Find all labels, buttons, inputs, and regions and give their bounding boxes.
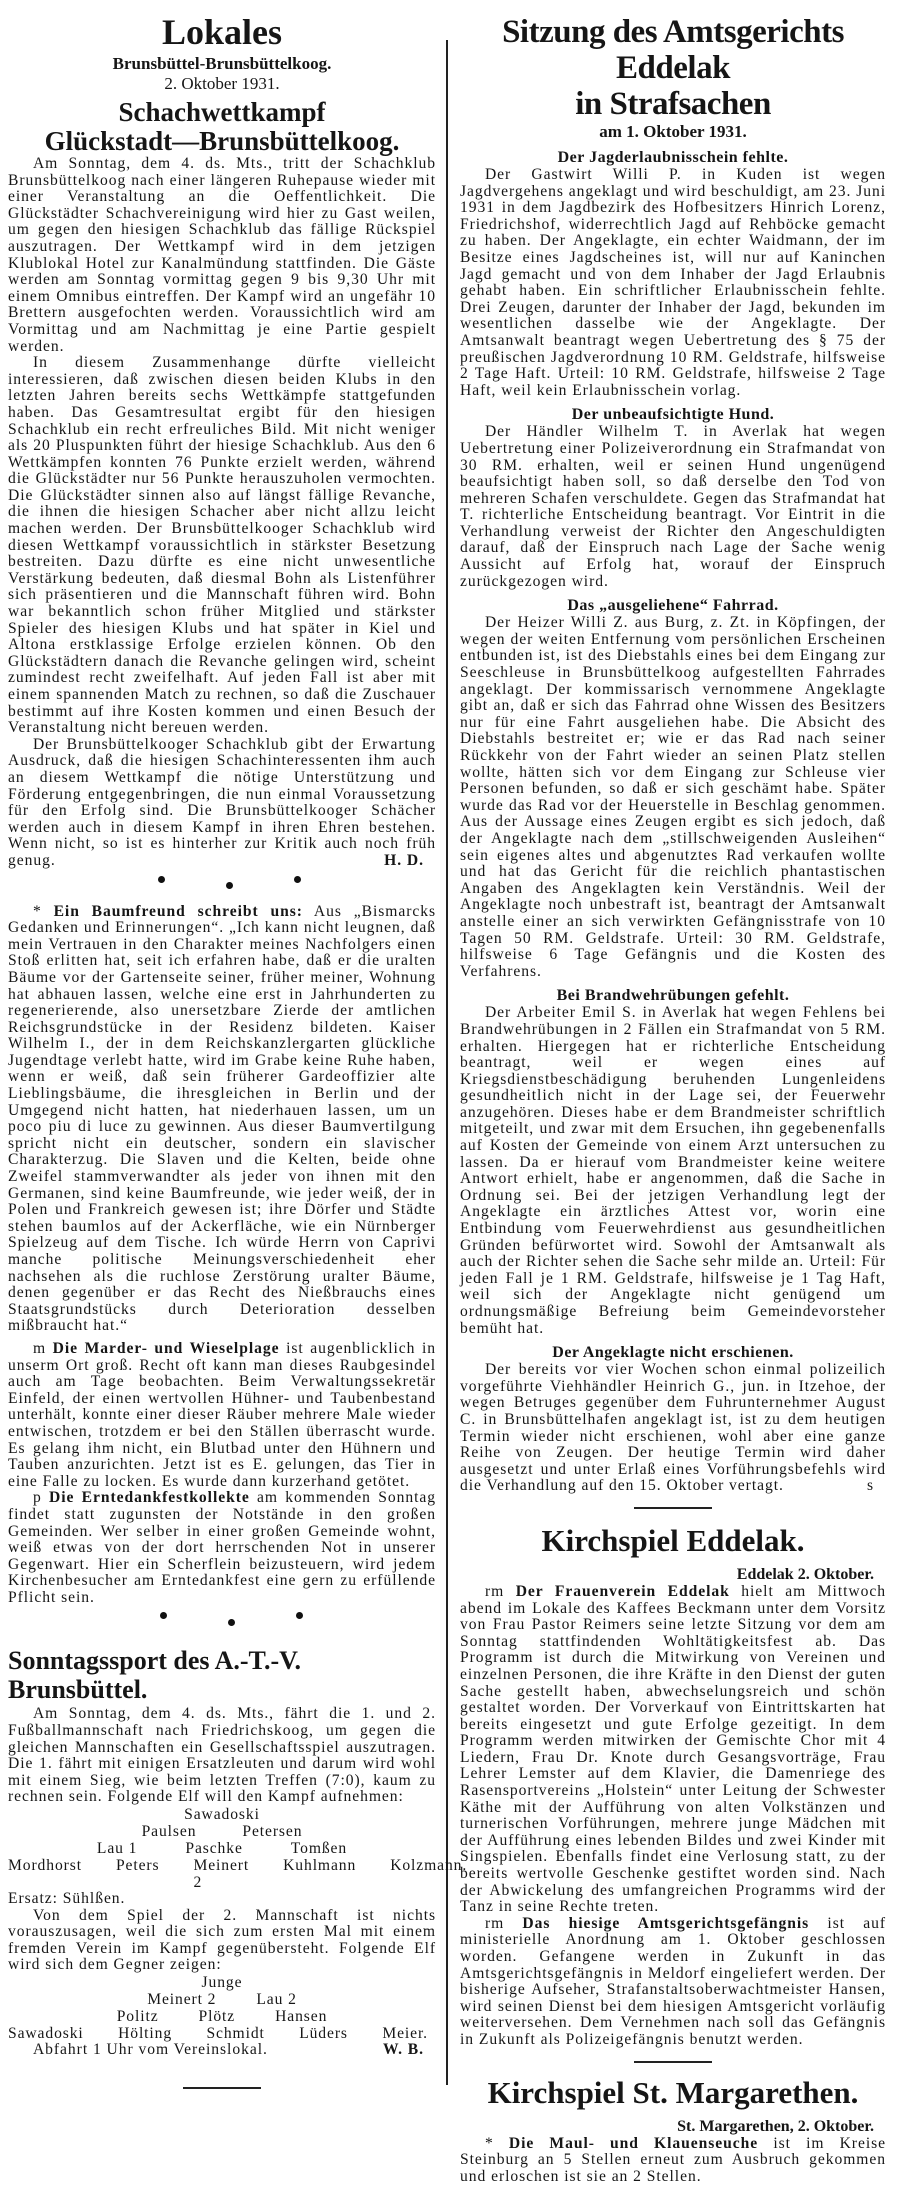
- case-heading: Der Angeklagte nicht erschienen.: [552, 1344, 794, 1362]
- item-text: hielt am Mittwoch abend im Lokale des Kaffees Beckmann unter dem Vorsitz von Frau Pastor Reimers seine letzte Sitzung vor dem am Sonntag stattfindenden Wohltätigkeitsfest ab. Das Programm ist durch die Mitwirkung von Vereinen und einzelnen Personen, die ihre Kräfte in den Dienst der guten Sache gestellt haben, abwechselungsreich und schön gestaltet worden. Der Vorverkauf von Eintrittskarten hat bereits eingesetzt und gute Erfolge gezeitigt. In dem Programm werden mitwirken der Gemischte Chor mit 4 Liedern, Frau Dr. Knote durch Gesangsvorträge, Frau Lehrer Lemster auf dem Klavier, die Damenriege des Rasensportvereins „Holstein“ unter Leitung der Schwester Käthe mit der Aufführung von alten Volkstänzen und turnerischen Vorführungen, mehrere junge Mädchen mit der Aufführung eines lebenden Bildes und zwei Kinder mit Singspielen. Ebenfalls findet eine Verlosung statt, zu der bereits wertvolle Geschenke gestiftet worden sind. Nach der Abwickelung des umfangreichen Programms wird der Tanz in seine Rechte treten.: [460, 1582, 886, 1916]
- player: Kuhlmann: [283, 1857, 357, 1875]
- player: Meinert 2: [193, 1857, 250, 1892]
- player: Sawadoski: [184, 1806, 260, 1824]
- dateline: St. Margarethen, 2. Oktober.: [677, 2117, 874, 2135]
- article-title: Glückstadt—Brunsbüttelkoog.: [44, 126, 400, 156]
- case-heading: Der Jagderlaubnisschein fehlte.: [557, 149, 789, 166]
- item-marker: *: [32, 902, 42, 920]
- substitute-line: Ersatz: Sühlßen.: [8, 1890, 126, 1908]
- author-mark: rm: [484, 1914, 505, 1932]
- player: Hansen: [275, 2008, 328, 2025]
- section-rule: [634, 1507, 712, 1509]
- case-text-body: Der bereits vor vier Wochen schon einmal polizeilich vorgeführte Viehhändler Heinrich G., jun. in Itzehoe, der wegen Betruges gegenüber dem Fuhrunternehmer August C. in Brunsbüttelhafen angeklagt ist, ist zu dem heutigen Termin wieder nicht erschienen, wohl aber eine ganze Reihe von Zeugen. Der heutige Termin wird daher ausgesetzt und unter Erlaß eines Vorführungsbefehls wird die Verhandlung auf den 15. Oktober vertagt.: [460, 1361, 886, 1495]
- news-item: [460, 2136, 886, 2185]
- article-title: Schachwettkampf: [118, 97, 326, 127]
- place-line: Brunsbüttel-Brunsbüttelkoog.: [112, 54, 332, 73]
- departure-text: Abfahrt 1 Uhr vom Vereinslokal.: [32, 2041, 268, 2058]
- player: Lüders: [299, 2025, 348, 2042]
- item-lead: Das hiesige Amtsgerichtsgefängnis: [522, 1914, 810, 1932]
- player: Meier.: [382, 2025, 428, 2042]
- item-text: ist im Kreise Steinburg an 5 Stellen erneut zum Ausbruch gekommen und erloschen ist sie an 2 Stellen.: [460, 2134, 886, 2185]
- paragraph-text: Der Brunsbüttelkooger Schachklub gibt der Erwartung Ausdruck, daß die hiesigen Schachinteressenten ihm auch an diesem Wettkampf die nötige Unterstützung und Förderung entgegenbringen, die nun einmal Voraussetzung für den Erfolg sind. Die Brunsbüttelkooger Schächer werden auch in diesem Kampf in ihren Ehren bestehen. Wenn nicht, so ist es hinterher zur Kritik auch noch früh genug.: [8, 735, 436, 869]
- item-lead: Der Frauenverein Eddelak: [515, 1582, 730, 1600]
- item-marker: *: [484, 2134, 494, 2152]
- author-mark: p: [32, 1489, 42, 1507]
- news-item: [460, 1916, 886, 2049]
- player: Lau 1: [96, 1840, 138, 1858]
- case-text: [460, 1362, 886, 1495]
- author-mark: m: [32, 1339, 47, 1357]
- paragraph: Am Sonntag, dem 4. ds. Mts., fährt die 1. und 2. Fußballmannschaft nach Friedrichskoog, um gegen die gleichen Mannschaften ein Gesellschaftsspiel auszutragen. Die 1. fährt mit einigen Ersatzleuten und darum wird wohl mit einem Sieg, wie beim letzten Treffen (7:0), kaum zu rechnen sein. Folgende Elf will den Kampf aufnehmen:: [8, 1705, 436, 1806]
- separator-dots: [8, 1606, 436, 1640]
- dateline: Eddelak 2. Oktober.: [736, 1565, 874, 1583]
- player: Peters: [115, 1857, 160, 1875]
- author-signature: W. B.: [382, 2041, 424, 2058]
- separator-dots: [8, 870, 436, 904]
- article-court: [460, 14, 886, 1495]
- article-ernte: [8, 1490, 436, 1606]
- player: Tomßen: [290, 1840, 348, 1858]
- section-eddelak: [460, 1523, 886, 2049]
- player: Politz: [116, 2008, 159, 2025]
- item-text: am kommenden Sonntag findet statt zugunsten der Notstände in den großen Gemeinden. Wer selber in einer großen Gemeinde wohnt, weiß etwas von der dort herrschenden Not in unserer Gegenwart. Hier ein Scherflein beizusteuern, wird jedem Kirchenbesucher am Erntedankfest eine gern zu erfüllende Pflicht sein.: [8, 1489, 436, 1606]
- player: Lau 2: [256, 1991, 297, 2008]
- player: Plötz: [198, 2008, 236, 2025]
- case-text: Der Heizer Willi Z. aus Burg, z. Zt. in Köpfingen, der wegen der weiten Entfernung vom persönlichen Erscheinen entbunden ist, ist des Diebstahls eines bei dem Eingang zur Seeschleuse in Brunsbüttelkoog aufgestellten Fahrrades angeklagt. Der kommissarisch vernommene Angeklagte gibt an, daß er sich das Fahrrad ohne Wissen des Besitzers nur für eine Fahrt ausgeliehen habe. Die Absicht des Diebstahls bestreitet er; wie er das Rad nach seiner Rückkehr von der Fahrt wieder an seinen Platz stellen wollte, hätten sich vor dem Eingang zur Schleuse vier Personen befunden, so daß er sich geschämt habe. Später wurde das Rad vor der Heuerstelle in Beschlag genommen. Aus der Aussage eines Zeugen ergibt es sich jedoch, daß der Angeklagte nach dem „stillschweigenden Ausleihen“ sein eigenes altes und abgenutztes Rad verkaufen wollte und hat das Gericht für die reichlich phantastischen Angaben des Angeklagten kein Verständnis. Weil der Angeklagte noch unbestraft ist, beantragt der Amtsanwalt anstelle einer an sich verwirkten Gefängnisstrafe von 10 Tagen 50 RM. Geldstrafe. Urteil: 30 RM. Geldstrafe, hilfsweise 6 Tage Gefängnis und die Kosten des Verfahrens.: [460, 614, 886, 980]
- paragraph: Am Sonntag, dem 4. ds. Mts., tritt der Schachklub Brunsbüttelkoog nach einer längeren Ruhepause wieder mit einer Veranstaltung an die Oeffentlichkeit. Die Glückstädter Schachvereinigung wird hier zu Gast weilen, um gegen den hiesigen Schachklub das fällige Rückspiel auszutragen. Der Wettkampf wird in dem jetzigen Klublokal Hotel zur Kanalmündung stattfinden. Die Gäste werden am Sonntag vormittag gegen 9 bis 9,30 Uhr mit einem Omnibus eintreffen. Der Kampf wird an ungefähr 10 Brettern ausgefochten werden. Voraussichtlich wird am Vormittag und am Nachmittag je eine Partie gespielt werden.: [8, 155, 436, 355]
- player: Mordhorst: [8, 1857, 82, 1875]
- player: Hölting: [118, 2025, 173, 2042]
- team-lineup-1: [8, 1806, 468, 1892]
- player: Petersen: [242, 1823, 303, 1841]
- paragraph: Von dem Spiel der 2. Mannschaft ist nichts vorauszusagen, weil die sich zum ersten Mal mit einem fremden Verein im Kampf gegenübersteht. Folgende Elf wird sich dem Gegner zeigen:: [8, 1906, 436, 1974]
- item-lead: Ein Baumfreund schreibt uns:: [53, 902, 303, 920]
- news-item: [460, 1584, 886, 1916]
- end-rule: [183, 2087, 261, 2089]
- paragraph: In diesem Zusammenhange dürfte vielleicht interessieren, daß zwischen diesen beiden Klubs in den letzten Jahren bereits sechs Wettkämpfe stattgefunden haben. Das Gesamtresultat ergibt für den hiesigen Schachklub ein recht erfreuliches Bild. Mit nicht weniger als 20 Pluspunkten führt der hiesige Schachklub. Aus den 6 Wettkämpfen konnten 76 Punkte erzielt werden, während die Glückstädter nur 56 Punkte herauszuholen vermochten. Die Glückstädter sinnen also auf längst fällige Revanche, die ihnen die hiesigen Schacher aber nicht allzu leicht machen werden. Der Brunsbüttelkooger Schachklub wird diesen Wettkampf voraussichtlich in stärkster Besetzung bestreiten. Dazu dürfte es eine nicht unwesentliche Verstärkung bedeuten, daß diesmal Bohn als Listenführer sich präsentieren und die Mannschaft führen wird. Bohn war bekanntlich schon früher Mitglied und stärkster Spieler des hiesigen Klubs und hat später in Kiel und Altona erstklassige Erfolge erzielen können. Ob den Glückstädtern danach die Revanche gelingen wird, scheint zumindest recht zweifelhaft. Auf jeden Fall ist aber mit einem spannenden Match zu rechnen, so daß die Zuschauer bestimmt auf ihre Kosten kommen und einen Besuch der Veranstaltung nicht bereuen werden.: [8, 354, 436, 737]
- item-lead: Die Maul- und Klauenseuche: [508, 2134, 759, 2152]
- item-lead: Die Erntedankfestkollekte: [49, 1489, 250, 1507]
- case-text: Der Gastwirt Willi P. in Kuden ist wegen Jagdvergehens angeklagt und wird beschuldigt, am 23. Juni 1931 in dem Jagdbezirk des Hofbesitzers Hinrich Lorenz, Friedrichshof, widerrechtlich Jagd auf Rehböcke gemacht zu haben. Der Angeklagte, ein echter Waidmann, der im Besitze eines Jagdscheines ist, will nur auf Kaninchen Jagd gemacht und von dem Inhaber der Jagd Erlaubnis gehabt haben. Ein schriftlicher Erlaubnisschein fehlte. Drei Zeugen, darunter der Inhaber der Jagd, bekunden im wesentlichen dasselbe wie der Angeklagte. Der Amtsanwalt beantragt wegen Uebertretung des § 75 der preußischen Jagdverordnung 10 RM. Geldstrafe, hilfsweise 2 Tage Haft. Urteil: 10 RM. Geldstrafe, hilfsweise 2 Tage Haft, weil kein Erlaubnisschein vorlag.: [460, 166, 886, 399]
- section-title: Kirchspiel St. Margarethen.: [487, 2074, 859, 2110]
- section-margarethen: [460, 2075, 886, 2185]
- date-line: 2. Oktober 1931.: [164, 74, 280, 93]
- departure-line: [8, 2042, 436, 2059]
- author-signature: H. D.: [384, 851, 424, 869]
- article-marder: [8, 1341, 436, 1490]
- case-heading: Der unbeaufsichtigte Hund.: [571, 406, 775, 424]
- article-title: Sonntagssport des A.-T.-V. Brunsbüttel.: [8, 1646, 302, 1705]
- item-text: ist auf ministerielle Anordnung am 1. Oktober geschlossen worden. Gefangene werden in Zukunft in das Amtsgerichtsgefängnis in Meldorf eingeliefert werden. Der bisherige Aufseher, Strafanstaltsoberwachtmeister Hansen, wird seinen Dienst bei dem hiesigen Amtsgericht vorläufig weiterversehen. Dem Vernehmen nach soll das Gefängnis in Zukunft als Polizeigefängnis benutzt werden.: [460, 1914, 886, 2048]
- left-column: [8, 8, 468, 2101]
- right-column: [460, 8, 886, 2185]
- article-title: Sitzung des Amtsgerichts Eddelak: [502, 14, 844, 86]
- article-baumfreund: [8, 904, 436, 1335]
- case-text: Der Händler Wilhelm T. in Averlak hat wegen Uebertretung einer Polizeiverordnung ein Strafmandat von 30 RM. erhalten, weil er seinen Hund ungenügend beaufsichtigt haben soll, so daß derselbe den Tod von mehreren Schafen verschuldete. Gegen das Strafmandat hat T. richterliche Entscheidung beantragt. Vor Eintrit in die Verhandlung verweist der Richter den Angeschuldigten darauf, daß der Einspruch nach Lage der Sache wenig Aussicht auf Erfolg hat, worauf der Einspruch zurückgezogen wird.: [460, 423, 886, 590]
- item-text: Aus „Bismarcks Gedanken und Erinnerungen“. „Ich kann nicht leugnen, daß mein Vertrauen in den Charakter meines Nachfolgers einen Stoß erlitten hat, seit ich erfahren habe, daß er die uralten Bäume vor der Gartenseite seiner, früher meiner, Wohnung hat abhauen lassen, welche eine erst in Jahrhunderten zu regenerierende, also unersetzbare Zierde der amtlichen Reichsgrundstücke in der Residenz bildeten. Kaiser Wilhelm I., der in dem Reichskanzlergarten glückliche Jugendtage verlebt hatte, wird im Grabe keine Ruhe haben, wenn er weiß, daß sein früherer Gardeoffizier alte Lieblingsbäume, die ihresgleichen in Berlin und der Umgegend nicht hatten, hat niederhauen lassen, um un poco piu di luce zu gewinnen. Aus dieser Baumvertilgung spricht nicht ein deutscher, sondern ein slavischer Charakterzug. Die Slaven und die Kelten, beide ohne Zweifel stammverwandter als jeder von ihnen mit den Germanen, sind keine Baumfreunde, wie jeder weiß, der in Polen und Frankreich gewesen ist; ihre Dörfer und Städte stehen baumlos auf der Ackerfläche, wie ein Nürnberger Spielzeug auf dem Tische. Ich würde Herrn von Caprivi manche politische Meinungsverschiedenheit eher nachsehen als die ruchlose Zerstörung uralter Bäume, denen gegenüber er das Recht des Nießbrauchs eines Staatsgrundstücks durch Deterioration desselben mißbraucht hat.“: [8, 902, 436, 1335]
- section-title-lokales: Lokales: [161, 12, 283, 52]
- paragraph: [8, 737, 436, 870]
- column-divider: [446, 40, 448, 2085]
- team-lineup-2: [8, 1974, 436, 2042]
- player: Sawadoski: [8, 2025, 84, 2042]
- player: Meinert 2: [147, 1991, 217, 2008]
- author-signature: s: [866, 1477, 874, 1495]
- player: Junge: [201, 1974, 243, 1991]
- author-mark: rm: [484, 1582, 505, 1600]
- player: Schmidt: [206, 2025, 265, 2042]
- player: Paulsen: [141, 1823, 197, 1841]
- case-heading: Bei Brandwehrübungen gefehlt.: [556, 987, 790, 1005]
- section-rule: [634, 2061, 712, 2063]
- case-heading: Das „ausgeliehene“ Fahrrad.: [567, 597, 779, 615]
- item-text: ist augenblicklich in unserm Ort groß. Recht oft kann man dieses Raubgesindel auch am Tage beobachten. Beim Verwaltungssekretär Einfeld, der einen wertvollen Hühner- und Taubenbestand unterhält, konnte einer dieser Räuber mehrere Male wieder entwischen, trotzdem er bei den Ställen überrascht wurde. Es gelang ihm nicht, ein Blutbad unter den Hühnern und Tauben anzurichten. Jetzt ist es E. gelungen, das Tier in eine Falle zu locken. Es wurde dann kurzerhand getötet.: [8, 1339, 436, 1490]
- article-title: in Strafsachen: [575, 86, 771, 122]
- court-date: am 1. Oktober 1931.: [599, 122, 747, 141]
- player: Kolzmann.: [390, 1857, 468, 1875]
- item-lead: Die Marder- und Wieselplage: [52, 1339, 280, 1357]
- section-title: Kirchspiel Eddelak.: [541, 1522, 805, 1558]
- case-text: Der Arbeiter Emil S. in Averlak hat wegen Fehlens bei Brandwehrübungen in 2 Fällen ein Strafmandat von 5 RM. erhalten. Hiergegen hat er richterliche Entscheidung beantragt, weil er wegen eines auf Kriegsdienstbeschädigung beruhenden Lungenleidens gesundheitlich nicht in der Lage sei, der Feuerwehr anzugehören. Dieses habe er dem Brandmeister schriftlich mitgeteilt, und zwar mit dem Ersuchen, ihn gegebenenfalls auf Kosten der Gemeinde von einem Arzt untersuchen zu lassen. Da er hierauf vom Brandmeister keine weitere Antwort erhielt, habe er angenommen, daß die Sache in Ordnung sei. Bei der jetzigen Verhandlung legt der Angeklagte ein ärztliches Attest vor, worin eine Entbindung vom Feuerwehrdienst aus gesundheitlichen Gründen befürwortet wird. Sowohl der Amtsanwalt als auch der Richter sehen die Sache sehr milde an. Urteil: Für jeden Fall je 1 RM. Geldstrafe, hilfsweise je 1 Tag Haft, weil sich der Angeklagte nicht genügend um ordnungsmäßige Befreiung beim Gemeindevorsteher bemüht hat.: [460, 1004, 886, 1337]
- article-chess: [8, 98, 436, 870]
- article-sport: [8, 1646, 468, 2058]
- player: Paschke: [185, 1840, 243, 1858]
